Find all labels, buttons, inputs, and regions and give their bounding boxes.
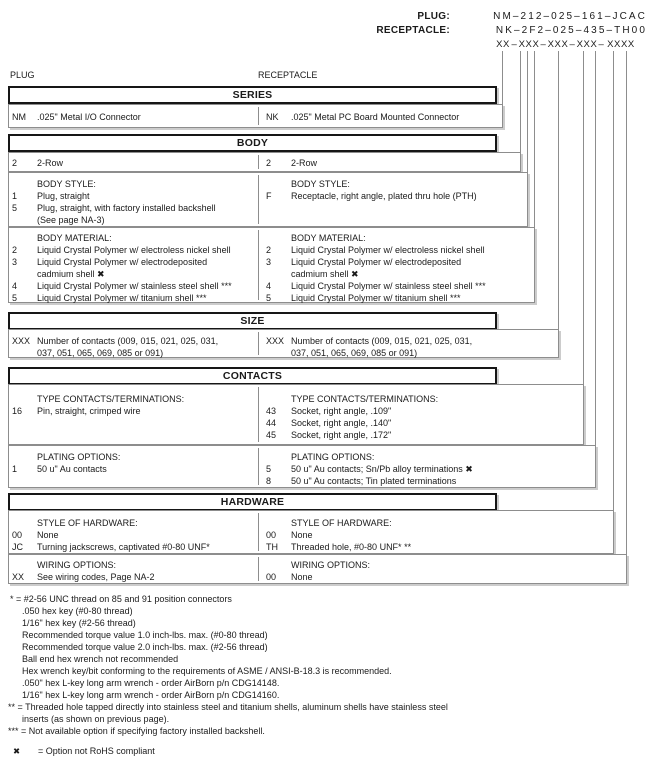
column-divider: [258, 230, 259, 300]
option-line: [266, 405, 579, 417]
option-line: [266, 335, 554, 347]
option-code: 5: [12, 293, 18, 303]
hardware-style-row: [8, 510, 614, 554]
option-line: [12, 541, 257, 553]
column-divider: [258, 332, 259, 355]
series-section-header: [8, 86, 497, 104]
option-desc: Liquid Crystal Polymer w/ electroless nickel shell: [291, 245, 485, 255]
option-code: XXX: [12, 336, 31, 346]
option-line: [12, 256, 257, 268]
option-code: 1: [12, 464, 18, 474]
option-desc: None: [37, 530, 59, 540]
option-desc: 50 u" Au contacts; Tin plated terminations: [291, 476, 457, 486]
option-line: [12, 292, 257, 304]
option-line: [266, 244, 530, 256]
group-label: WIRING OPTIONS:: [37, 560, 117, 570]
column-divider: [258, 107, 259, 125]
series-row: [8, 104, 503, 128]
option-code: 4: [266, 281, 272, 291]
footnote-line: .050" hex L-key long arm wrench - order AirBorn p/n CDG14148.: [22, 678, 280, 688]
group-label: STYLE OF HARDWARE:: [291, 518, 392, 528]
body-title: BODY: [236, 137, 269, 149]
option-code: 00: [12, 530, 23, 540]
option-desc: 50 u" Au contacts: [37, 464, 107, 474]
contacts-title: CONTACTS: [222, 370, 283, 382]
option-desc: (See page NA-3): [37, 215, 105, 225]
group-label: TYPE CONTACTS/TERMINATIONS:: [37, 394, 185, 404]
footnote-line: Recommended torque value 1.0 inch-lbs. max. (#0-80 thread): [22, 630, 268, 640]
option-code: XX: [12, 572, 25, 582]
option-line: [12, 335, 257, 347]
option-desc: Liquid Crystal Polymer w/ electrodeposited: [291, 257, 462, 267]
body-section-header: [8, 134, 497, 152]
mask-dash: –: [569, 39, 576, 50]
group-label: BODY STYLE:: [291, 179, 350, 189]
group-label: TYPE CONTACTS/TERMINATIONS:: [291, 394, 439, 404]
option-desc: None: [291, 530, 313, 540]
option-code: 4: [12, 281, 18, 291]
mask-group-size: XXX: [547, 39, 569, 50]
size-row: [8, 329, 559, 358]
mask-dash: –: [511, 39, 518, 50]
footnote-line: Hex wrench key/bit conforming to the requirements of ASME / ANSI-B-18.3 is recommended.: [22, 666, 392, 676]
leader-line-body-row: [520, 51, 521, 152]
mask-group-series: XX: [496, 39, 510, 50]
option-desc: Number of contacts (009, 015, 021, 025, 031,: [37, 336, 219, 346]
option-line: [266, 463, 591, 475]
leader-line-series: [502, 51, 503, 104]
option-desc: Liquid Crystal Polymer w/ titanium shell ***: [291, 293, 461, 303]
option-desc: Socket, right angle, .172": [291, 430, 392, 440]
option-desc: Liquid Crystal Polymer w/ electrodeposited: [37, 257, 208, 267]
option-desc: Liquid Crystal Polymer w/ stainless steel shell ***: [291, 281, 486, 291]
mask-dash: –: [540, 39, 547, 50]
option-line: [12, 571, 257, 583]
option-line: [266, 529, 609, 541]
option-code: 1: [12, 191, 18, 201]
option-line: [266, 429, 579, 441]
option-line: [12, 529, 257, 541]
option-desc: Liquid Crystal Polymer w/ electroless nickel shell: [37, 245, 231, 255]
option-line: [266, 347, 554, 359]
option-line: [266, 541, 609, 553]
option-line: [12, 347, 257, 359]
leader-line-size: [558, 51, 559, 329]
option-code: 43: [266, 406, 277, 416]
option-line: [266, 157, 516, 169]
option-line: [266, 111, 498, 123]
leader-line-hardware-style: [613, 51, 614, 510]
option-line: [12, 157, 257, 169]
body-material-row: [8, 227, 535, 303]
group-label: WIRING OPTIONS:: [291, 560, 371, 570]
option-code: 8: [266, 476, 272, 486]
option-line: [266, 475, 591, 487]
option-code: 00: [266, 530, 277, 540]
option-line: [266, 190, 523, 202]
receptacle-part-number-value: NK–2F2–025–435–TH00: [495, 25, 647, 36]
group-label: PLATING OPTIONS:: [291, 452, 375, 462]
leader-line-wiring: [626, 51, 627, 554]
mask-group-hardware: XXXX: [607, 39, 635, 50]
option-line: [12, 111, 257, 123]
option-desc: 037, 051, 065, 069, 085 or 091): [37, 348, 164, 358]
option-code: JC: [12, 542, 23, 552]
option-line: [266, 280, 530, 292]
option-desc: Turning jackscrews, captivated #0-80 UNF*: [37, 542, 210, 552]
option-code: 2: [12, 158, 18, 168]
group-label: STYLE OF HARDWARE:: [37, 518, 138, 528]
plug-part-number-value: NM–212–025–161–JCAC: [493, 11, 647, 22]
column-divider: [258, 155, 259, 169]
mask-group-contacts: XXX: [576, 39, 598, 50]
group-label: PLATING OPTIONS:: [37, 452, 121, 462]
size-title: SIZE: [240, 315, 265, 327]
option-code: 3: [12, 257, 18, 267]
column-divider: [258, 448, 259, 485]
footnote-line: inserts (as shown on previous page).: [22, 714, 170, 724]
hardware-title: HARDWARE: [220, 496, 285, 508]
footnote-line: *** = Not available option if specifying factory installed backshell.: [8, 726, 265, 736]
option-line: [12, 280, 257, 292]
option-code: 2: [12, 245, 18, 255]
column-divider: [258, 513, 259, 551]
option-line: [12, 405, 257, 417]
size-section-header: [8, 312, 497, 330]
option-line: [266, 417, 579, 429]
option-line: [12, 463, 257, 475]
leader-line-body-material: [534, 51, 535, 227]
footnote-line: Recommended torque value 2.0 inch-lbs. max. (#2-56 thread): [22, 642, 268, 652]
footnotes: [8, 593, 644, 737]
option-desc: Liquid Crystal Polymer w/ stainless steel shell ***: [37, 281, 232, 291]
option-line: [12, 214, 257, 226]
series-title: SERIES: [232, 89, 273, 101]
footnote-line: Ball end hex wrench not recommended: [22, 654, 179, 664]
option-desc: .025" Metal I/O Connector: [37, 112, 141, 122]
option-code: TH: [266, 542, 278, 552]
group-label: BODY MATERIAL:: [37, 233, 112, 243]
option-line: [266, 256, 530, 268]
option-code: XXX: [266, 336, 285, 346]
option-desc: 50 u" Au contacts; Sn/Pb alloy terminations ✖: [291, 464, 473, 474]
option-code: 45: [266, 430, 277, 440]
contacts-section-header: [8, 367, 497, 385]
mask-dash: –: [598, 39, 605, 50]
option-code: 5: [12, 203, 18, 213]
footnote-line: 1/16" hex L-key long arm wrench - order AirBorn p/n CDG14160.: [22, 690, 280, 700]
option-code: 16: [12, 406, 23, 416]
option-code: 00: [266, 572, 277, 582]
hardware-section-header: [8, 493, 497, 511]
leader-line-plating: [595, 51, 596, 445]
footnote-line: * = #2-56 UNC thread on 85 and 91 position connectors: [10, 594, 232, 604]
option-line: [266, 571, 622, 583]
option-code: NM: [12, 112, 26, 122]
rohs-footnote-text: = Option not RoHS compliant: [38, 746, 155, 756]
column-divider: [258, 387, 259, 442]
mask-group-body: XXX: [518, 39, 540, 50]
option-code: 2: [266, 158, 272, 168]
option-desc: Plug, straight, with factory installed backshell: [37, 203, 216, 213]
option-code: 5: [266, 293, 272, 303]
option-desc: Number of contacts (009, 015, 021, 025, 031,: [291, 336, 473, 346]
option-code: 3: [266, 257, 272, 267]
column-divider: [258, 557, 259, 581]
option-desc: Plug, straight: [37, 191, 90, 201]
option-desc: Threaded hole, #0-80 UNF* **: [291, 542, 412, 552]
option-code: 5: [266, 464, 272, 474]
option-code: F: [266, 191, 272, 201]
body-style-row: [8, 172, 528, 227]
option-desc: .025" Metal PC Board Mounted Connector: [291, 112, 460, 122]
leader-line-body-style: [527, 51, 528, 172]
hardware-wiring-row: [8, 554, 627, 584]
option-line: [12, 244, 257, 256]
option-code: 44: [266, 418, 277, 428]
option-desc: See wiring codes, Page NA-2: [37, 572, 155, 582]
option-line: [12, 268, 257, 280]
option-desc: Socket, right angle, .140": [291, 418, 392, 428]
contacts-plating-row: [8, 445, 596, 488]
option-desc: None: [291, 572, 313, 582]
option-code: 2: [266, 245, 272, 255]
body-row-count-row: [8, 152, 521, 172]
option-desc: cadmium shell ✖: [291, 269, 359, 279]
group-label: BODY MATERIAL:: [291, 233, 366, 243]
option-desc: 037, 051, 065, 069, 085 or 091): [291, 348, 418, 358]
option-line: [266, 268, 530, 280]
option-line: [12, 202, 257, 214]
receptacle-part-number-label: RECEPTACLE:: [376, 25, 450, 36]
contacts-type-row: [8, 384, 584, 445]
group-label: BODY STYLE:: [37, 179, 96, 189]
option-desc: cadmium shell ✖: [37, 269, 105, 279]
leader-line-contacts-type: [583, 51, 584, 384]
option-desc: 2-Row: [37, 158, 64, 168]
option-desc: Liquid Crystal Polymer w/ titanium shell ***: [37, 293, 207, 303]
option-desc: Pin, straight, crimped wire: [37, 406, 141, 416]
option-line: [12, 190, 257, 202]
plug-part-number-label: PLUG:: [417, 11, 450, 22]
plug-column-header: PLUG: [10, 70, 35, 80]
option-code: NK: [266, 112, 279, 122]
option-desc: Receptacle, right angle, plated thru hole (PTH): [291, 191, 477, 201]
option-desc: Socket, right angle, .109": [291, 406, 392, 416]
footnote-line: .050 hex key (#0-80 thread): [22, 606, 133, 616]
footnote-line: 1/16" hex key (#2-56 thread): [22, 618, 136, 628]
option-desc: 2-Row: [291, 158, 318, 168]
column-divider: [258, 175, 259, 224]
footnote-line: ** = Threaded hole tapped directly into stainless steel and titanium shells, aluminum shells have stainless steel: [8, 702, 448, 712]
option-line: [266, 292, 530, 304]
receptacle-column-header: RECEPTACLE: [258, 70, 318, 80]
not-rohs-compliant-icon: ✖: [13, 746, 21, 756]
